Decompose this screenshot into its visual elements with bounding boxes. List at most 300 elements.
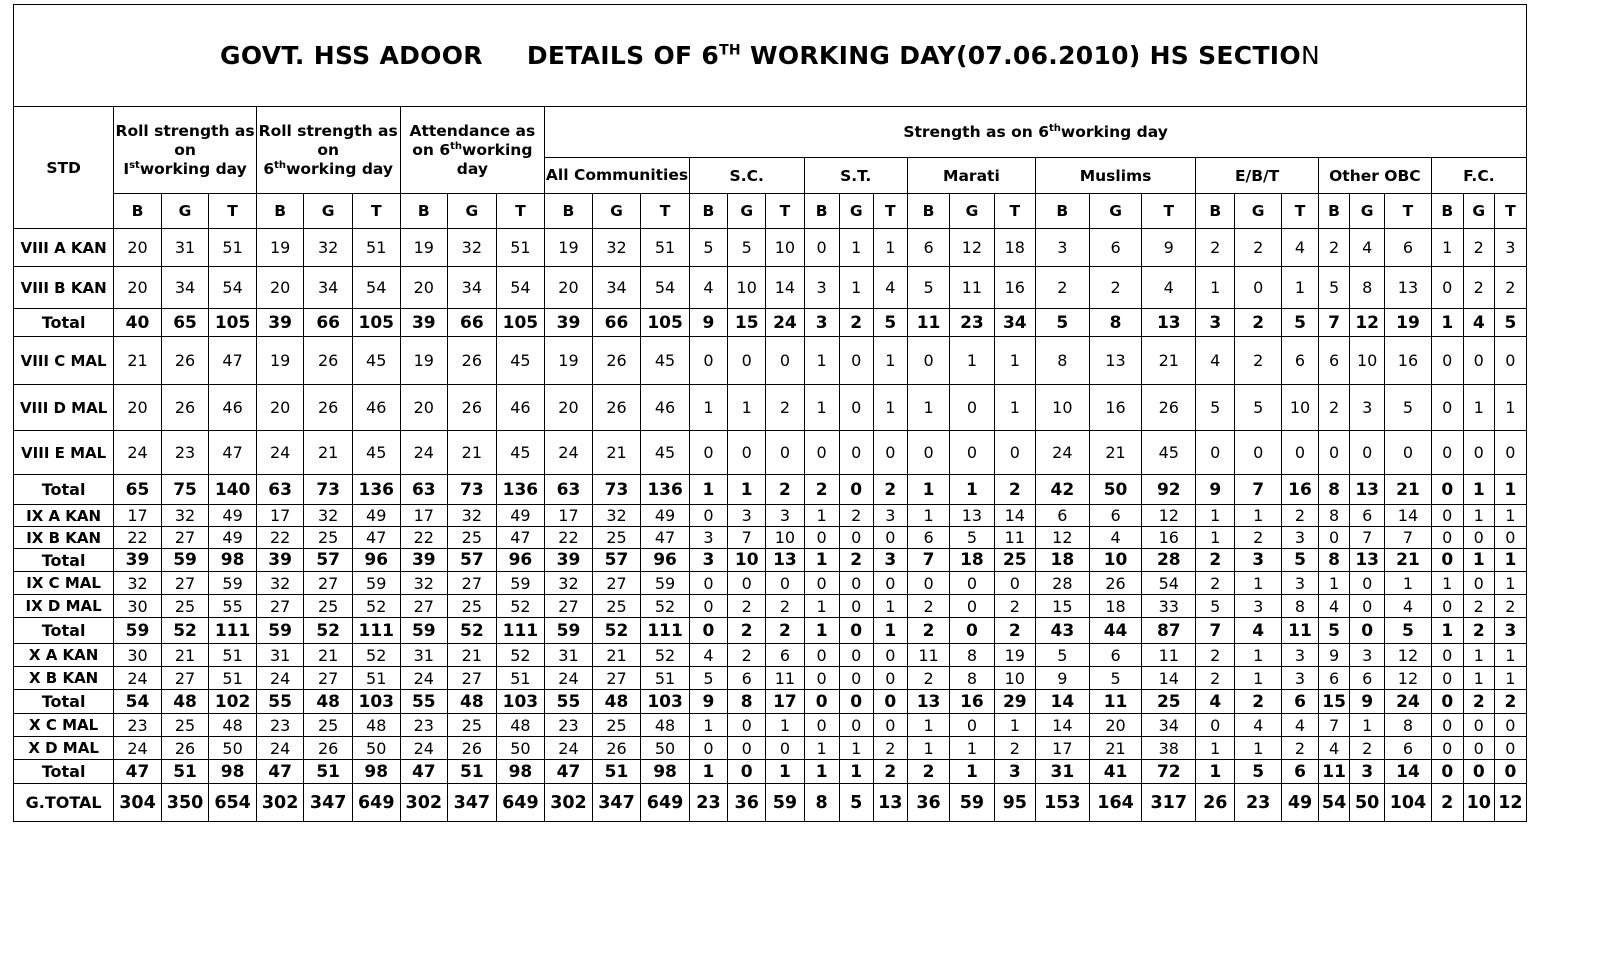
group-header-f-c: F.C. xyxy=(1431,158,1526,194)
table-cell: 2 xyxy=(839,309,873,337)
table-cell: 1 xyxy=(950,337,994,385)
table-cell: 26 xyxy=(1142,385,1196,431)
table-cell: 0 xyxy=(728,572,766,595)
table-cell: 0 xyxy=(804,690,839,714)
table-cell: 34 xyxy=(161,267,209,309)
table-cell: 0 xyxy=(1431,505,1463,527)
subheader-g: G xyxy=(592,194,641,229)
table-cell: 26 xyxy=(161,385,209,431)
table-cell: 6 xyxy=(1385,737,1432,760)
table-cell: 98 xyxy=(641,760,690,784)
table-cell: 14 xyxy=(1142,667,1196,690)
table-row xyxy=(14,505,1527,527)
table-cell: 2 xyxy=(728,618,766,644)
table-row xyxy=(14,714,1527,737)
table-cell: 25 xyxy=(592,595,641,618)
table-cell: 20 xyxy=(400,385,448,431)
table-cell: 24 xyxy=(256,431,304,475)
table-cell: 52 xyxy=(496,595,545,618)
table-cell: 21 xyxy=(448,431,497,475)
table-cell: 2 xyxy=(839,549,873,572)
table-cell: 347 xyxy=(592,784,641,822)
subheader-g: G xyxy=(448,194,497,229)
table-cell: 52 xyxy=(304,618,353,644)
table-cell: 3 xyxy=(873,505,907,527)
table-cell: 0 xyxy=(839,618,873,644)
table-cell: 4 xyxy=(1235,618,1282,644)
table-cell: 1 xyxy=(804,737,839,760)
table-cell: 10 xyxy=(728,549,766,572)
table-cell: 13 xyxy=(1089,337,1142,385)
table-cell: 1 xyxy=(689,714,727,737)
subheader-t: T xyxy=(496,194,545,229)
table-cell: 51 xyxy=(209,644,257,667)
table-cell: 57 xyxy=(448,549,497,572)
group-header-s-c: S.C. xyxy=(689,158,804,194)
table-cell: 25 xyxy=(994,549,1035,572)
table-cell: 0 xyxy=(1235,431,1282,475)
table-cell: 0 xyxy=(766,572,804,595)
subheader-b: B xyxy=(907,194,949,229)
table-cell: 0 xyxy=(950,618,994,644)
table-cell: 32 xyxy=(304,229,353,267)
table-cell: 27 xyxy=(592,667,641,690)
subheader-b: B xyxy=(804,194,839,229)
std-label: Total xyxy=(14,618,114,644)
table-cell: 0 xyxy=(1431,667,1463,690)
table-cell: 50 xyxy=(496,737,545,760)
subheader-g: G xyxy=(950,194,994,229)
table-cell: 5 xyxy=(1196,595,1235,618)
table-cell: 7 xyxy=(1350,527,1385,549)
table-cell: 39 xyxy=(545,309,593,337)
table-cell: 5 xyxy=(839,784,873,822)
table-cell: 3 xyxy=(1281,667,1318,690)
table-cell: 4 xyxy=(1235,714,1282,737)
table-cell: 1 xyxy=(873,595,907,618)
table-cell: 347 xyxy=(448,784,497,822)
table-cell: 19 xyxy=(1385,309,1432,337)
table-cell: 4 xyxy=(1142,267,1196,309)
table-cell: 6 xyxy=(728,667,766,690)
std-label: Total xyxy=(14,760,114,784)
table-cell: 19 xyxy=(994,644,1035,667)
table-cell: 2 xyxy=(766,385,804,431)
table-cell: 50 xyxy=(641,737,690,760)
table-cell: 1 xyxy=(1494,385,1526,431)
table-cell: 1 xyxy=(907,737,949,760)
table-cell: 2 xyxy=(1235,337,1282,385)
table-cell: 111 xyxy=(209,618,257,644)
table-cell: 2 xyxy=(766,475,804,505)
table-cell: 21 xyxy=(448,644,497,667)
table-cell: 59 xyxy=(545,618,593,644)
table-cell: 7 xyxy=(1319,714,1350,737)
table-cell: 111 xyxy=(352,618,400,644)
table-cell: 21 xyxy=(1142,337,1196,385)
std-label: G.TOTAL xyxy=(14,784,114,822)
table-cell: 1 xyxy=(766,714,804,737)
table-cell: 0 xyxy=(1319,527,1350,549)
table-cell: 59 xyxy=(496,572,545,595)
table-cell: 5 xyxy=(1319,267,1350,309)
table-cell: 24 xyxy=(545,667,593,690)
table-cell: 4 xyxy=(873,267,907,309)
std-label: X D MAL xyxy=(14,737,114,760)
table-cell: 1 xyxy=(1196,505,1235,527)
table-cell: 2 xyxy=(907,618,949,644)
table-cell: 52 xyxy=(641,644,690,667)
table-cell: 49 xyxy=(352,505,400,527)
table-cell: 20 xyxy=(256,385,304,431)
table-cell: 26 xyxy=(1196,784,1235,822)
table-cell: 8 xyxy=(950,644,994,667)
table-cell: 59 xyxy=(114,618,162,644)
table-cell: 2 xyxy=(1196,229,1235,267)
std-label: Total xyxy=(14,475,114,505)
table-cell: 3 xyxy=(1350,385,1385,431)
table-cell: 26 xyxy=(448,337,497,385)
table-cell: 9 xyxy=(1196,475,1235,505)
table-cell: 32 xyxy=(114,572,162,595)
table-cell: 3 xyxy=(1281,527,1318,549)
table-cell: 2 xyxy=(907,667,949,690)
table-cell: 59 xyxy=(352,572,400,595)
table-cell: 24 xyxy=(1035,431,1089,475)
table-cell: 8 xyxy=(1319,475,1350,505)
subheader-t: T xyxy=(873,194,907,229)
table-cell: 15 xyxy=(1319,690,1350,714)
table-cell: 3 xyxy=(1494,618,1526,644)
table-cell: 24 xyxy=(256,737,304,760)
subheader-b: B xyxy=(1431,194,1463,229)
table-cell: 0 xyxy=(839,667,873,690)
table-cell: 19 xyxy=(545,337,593,385)
table-cell: 10 xyxy=(766,527,804,549)
table-cell: 40 xyxy=(114,309,162,337)
table-cell: 8 xyxy=(728,690,766,714)
table-cell: 25 xyxy=(592,527,641,549)
table-row xyxy=(14,572,1527,595)
total-row xyxy=(14,475,1527,505)
subheader-b: B xyxy=(400,194,448,229)
table-cell: 21 xyxy=(1089,431,1142,475)
table-cell: 2 xyxy=(1494,267,1526,309)
table-cell: 0 xyxy=(1463,337,1494,385)
table-cell: 51 xyxy=(641,229,690,267)
table-cell: 54 xyxy=(209,267,257,309)
table-cell: 1 xyxy=(1235,505,1282,527)
table-cell: 1 xyxy=(1196,760,1235,784)
table-cell: 55 xyxy=(209,595,257,618)
table-cell: 0 xyxy=(873,572,907,595)
table-cell: 1 xyxy=(1350,714,1385,737)
table-cell: 10 xyxy=(1281,385,1318,431)
table-cell: 3 xyxy=(804,309,839,337)
table-cell: 1 xyxy=(728,475,766,505)
table-cell: 2 xyxy=(1281,505,1318,527)
total-row xyxy=(14,690,1527,714)
table-cell: 0 xyxy=(1350,572,1385,595)
table-cell: 98 xyxy=(496,760,545,784)
table-cell: 1 xyxy=(1494,549,1526,572)
table-cell: 0 xyxy=(839,431,873,475)
table-cell: 304 xyxy=(114,784,162,822)
table-cell: 2 xyxy=(728,644,766,667)
table-cell: 5 xyxy=(1385,618,1432,644)
table-cell: 1 xyxy=(1494,667,1526,690)
table-cell: 43 xyxy=(1035,618,1089,644)
table-cell: 32 xyxy=(304,505,353,527)
table-cell: 32 xyxy=(256,572,304,595)
table-cell: 1 xyxy=(804,385,839,431)
table-cell: 13 xyxy=(1385,267,1432,309)
table-cell: 1 xyxy=(907,714,949,737)
table-cell: 136 xyxy=(352,475,400,505)
table-cell: 0 xyxy=(1385,431,1432,475)
table-cell: 31 xyxy=(256,644,304,667)
table-cell: 3 xyxy=(1350,760,1385,784)
table-cell: 31 xyxy=(545,644,593,667)
table-cell: 52 xyxy=(161,618,209,644)
table-cell: 0 xyxy=(839,714,873,737)
table-cell: 317 xyxy=(1142,784,1196,822)
table-cell: 21 xyxy=(304,431,353,475)
table-cell: 2 xyxy=(1431,784,1463,822)
table-cell: 0 xyxy=(994,572,1035,595)
table-cell: 36 xyxy=(907,784,949,822)
table-cell: 39 xyxy=(256,309,304,337)
table-cell: 0 xyxy=(804,527,839,549)
table-cell: 49 xyxy=(209,527,257,549)
table-cell: 3 xyxy=(1196,309,1235,337)
table-cell: 5 xyxy=(1281,309,1318,337)
table-cell: 105 xyxy=(496,309,545,337)
table-cell: 24 xyxy=(114,431,162,475)
table-cell: 5 xyxy=(1235,385,1282,431)
table-cell: 1 xyxy=(839,737,873,760)
table-cell: 350 xyxy=(161,784,209,822)
table-cell: 0 xyxy=(1235,267,1282,309)
table-cell: 96 xyxy=(496,549,545,572)
table-cell: 0 xyxy=(1463,760,1494,784)
table-cell: 5 xyxy=(689,667,727,690)
table-cell: 45 xyxy=(496,337,545,385)
table-cell: 13 xyxy=(1350,475,1385,505)
table-cell: 98 xyxy=(209,760,257,784)
table-cell: 4 xyxy=(1350,229,1385,267)
table-row xyxy=(14,527,1527,549)
table-cell: 25 xyxy=(448,595,497,618)
table-cell: 0 xyxy=(1431,431,1463,475)
table-cell: 1 xyxy=(1463,644,1494,667)
table-cell: 45 xyxy=(1142,431,1196,475)
table-cell: 0 xyxy=(804,572,839,595)
table-cell: 48 xyxy=(304,690,353,714)
table-cell: 104 xyxy=(1385,784,1432,822)
table-cell: 36 xyxy=(728,784,766,822)
table-cell: 34 xyxy=(592,267,641,309)
table-cell: 1 xyxy=(1196,267,1235,309)
table-cell: 7 xyxy=(1235,475,1282,505)
table-cell: 1 xyxy=(1431,309,1463,337)
table-cell: 0 xyxy=(1463,527,1494,549)
table-cell: 0 xyxy=(873,527,907,549)
table-cell: 1 xyxy=(728,385,766,431)
table-cell: 24 xyxy=(545,431,593,475)
table-cell: 44 xyxy=(1089,618,1142,644)
table-cell: 0 xyxy=(873,714,907,737)
table-cell: 1 xyxy=(839,760,873,784)
table-cell: 49 xyxy=(496,505,545,527)
table-cell: 0 xyxy=(907,572,949,595)
std-label: X B KAN xyxy=(14,667,114,690)
group-header-other-obc: Other OBC xyxy=(1319,158,1432,194)
table-cell: 1 xyxy=(689,760,727,784)
table-cell: 9 xyxy=(689,309,727,337)
table-cell: 51 xyxy=(209,229,257,267)
table-cell: 47 xyxy=(641,527,690,549)
table-cell: 1 xyxy=(839,229,873,267)
table-cell: 48 xyxy=(592,690,641,714)
table-cell: 54 xyxy=(496,267,545,309)
table-cell: 27 xyxy=(545,595,593,618)
table-cell: 0 xyxy=(839,337,873,385)
table-cell: 0 xyxy=(1350,618,1385,644)
subheader-g: G xyxy=(1350,194,1385,229)
subheader-t: T xyxy=(1385,194,1432,229)
table-cell: 0 xyxy=(950,572,994,595)
table-cell: 55 xyxy=(400,690,448,714)
table-cell: 111 xyxy=(496,618,545,644)
title-bar xyxy=(13,4,1527,106)
table-cell: 52 xyxy=(592,618,641,644)
table-cell: 25 xyxy=(448,527,497,549)
table-cell: 5 xyxy=(1319,618,1350,644)
table-cell: 18 xyxy=(950,549,994,572)
table-cell: 1 xyxy=(994,337,1035,385)
table-cell: 0 xyxy=(1463,737,1494,760)
table-row xyxy=(14,595,1527,618)
table-cell: 0 xyxy=(1494,337,1526,385)
table-cell: 20 xyxy=(114,229,162,267)
table-cell: 649 xyxy=(496,784,545,822)
table-cell: 2 xyxy=(804,475,839,505)
table-cell: 51 xyxy=(592,760,641,784)
table-cell: 2 xyxy=(1319,229,1350,267)
table-cell: 26 xyxy=(448,737,497,760)
subheader-t: T xyxy=(766,194,804,229)
table-cell: 51 xyxy=(304,760,353,784)
table-cell: 46 xyxy=(209,385,257,431)
table-cell: 0 xyxy=(839,385,873,431)
table-cell: 6 xyxy=(1281,337,1318,385)
table-cell: 1 xyxy=(907,475,949,505)
subheader-b: B xyxy=(1035,194,1089,229)
table-cell: 4 xyxy=(1281,714,1318,737)
table-cell: 57 xyxy=(304,549,353,572)
table-cell: 59 xyxy=(641,572,690,595)
table-cell: 0 xyxy=(1463,714,1494,737)
table-cell: 63 xyxy=(400,475,448,505)
table-cell: 54 xyxy=(1142,572,1196,595)
std-label: Total xyxy=(14,309,114,337)
table-cell: 96 xyxy=(641,549,690,572)
table-cell: 0 xyxy=(804,714,839,737)
table-cell: 51 xyxy=(448,760,497,784)
table-cell: 45 xyxy=(352,337,400,385)
table-cell: 3 xyxy=(1235,595,1282,618)
table-cell: 2 xyxy=(766,595,804,618)
table-cell: 6 xyxy=(1385,229,1432,267)
table-cell: 1 xyxy=(873,618,907,644)
std-label: IX C MAL xyxy=(14,572,114,595)
table-cell: 1 xyxy=(1235,644,1282,667)
table-cell: 2 xyxy=(1463,595,1494,618)
table-cell: 50 xyxy=(1089,475,1142,505)
table-cell: 12 xyxy=(1142,505,1196,527)
table-cell: 27 xyxy=(304,572,353,595)
table-cell: 0 xyxy=(728,737,766,760)
report-title: DETAILS OF 6TH WORKING DAY(07.06.2010) HS SECTION xyxy=(526,41,1320,70)
table-cell: 27 xyxy=(161,667,209,690)
table-cell: 25 xyxy=(1142,690,1196,714)
table-cell: 26 xyxy=(304,337,353,385)
table-cell: 6 xyxy=(1281,760,1318,784)
table-cell: 27 xyxy=(400,595,448,618)
table-cell: 0 xyxy=(1431,760,1463,784)
table-cell: 22 xyxy=(400,527,448,549)
table-cell: 8 xyxy=(804,784,839,822)
table-cell: 14 xyxy=(1035,714,1089,737)
table-cell: 3 xyxy=(873,549,907,572)
table-cell: 2 xyxy=(1463,618,1494,644)
table-cell: 1 xyxy=(689,385,727,431)
table-cell: 15 xyxy=(1035,595,1089,618)
table-cell: 0 xyxy=(1431,527,1463,549)
table-cell: 0 xyxy=(1196,714,1235,737)
total-row xyxy=(14,309,1527,337)
table-cell: 1 xyxy=(1431,572,1463,595)
table-cell: 11 xyxy=(1089,690,1142,714)
table-cell: 14 xyxy=(1385,760,1432,784)
table-cell: 51 xyxy=(641,667,690,690)
subheader-t: T xyxy=(641,194,690,229)
table-cell: 2 xyxy=(1319,385,1350,431)
table-cell: 5 xyxy=(950,527,994,549)
table-cell: 23 xyxy=(950,309,994,337)
table-cell: 10 xyxy=(766,229,804,267)
std-label: VIII B KAN xyxy=(14,267,114,309)
table-cell: 17 xyxy=(545,505,593,527)
table-cell: 98 xyxy=(209,549,257,572)
table-cell: 24 xyxy=(114,667,162,690)
table-cell: 0 xyxy=(873,690,907,714)
table-cell: 2 xyxy=(873,737,907,760)
table-cell: 1 xyxy=(1463,385,1494,431)
table-cell: 0 xyxy=(1494,527,1526,549)
group-header-marati: Marati xyxy=(907,158,1035,194)
table-cell: 20 xyxy=(256,267,304,309)
table-cell: 18 xyxy=(994,229,1035,267)
table-cell: 20 xyxy=(114,267,162,309)
table-cell: 10 xyxy=(1035,385,1089,431)
table-cell: 9 xyxy=(1142,229,1196,267)
table-cell: 11 xyxy=(907,309,949,337)
table-cell: 0 xyxy=(1494,431,1526,475)
table-cell: 13 xyxy=(766,549,804,572)
table-cell: 8 xyxy=(1035,337,1089,385)
